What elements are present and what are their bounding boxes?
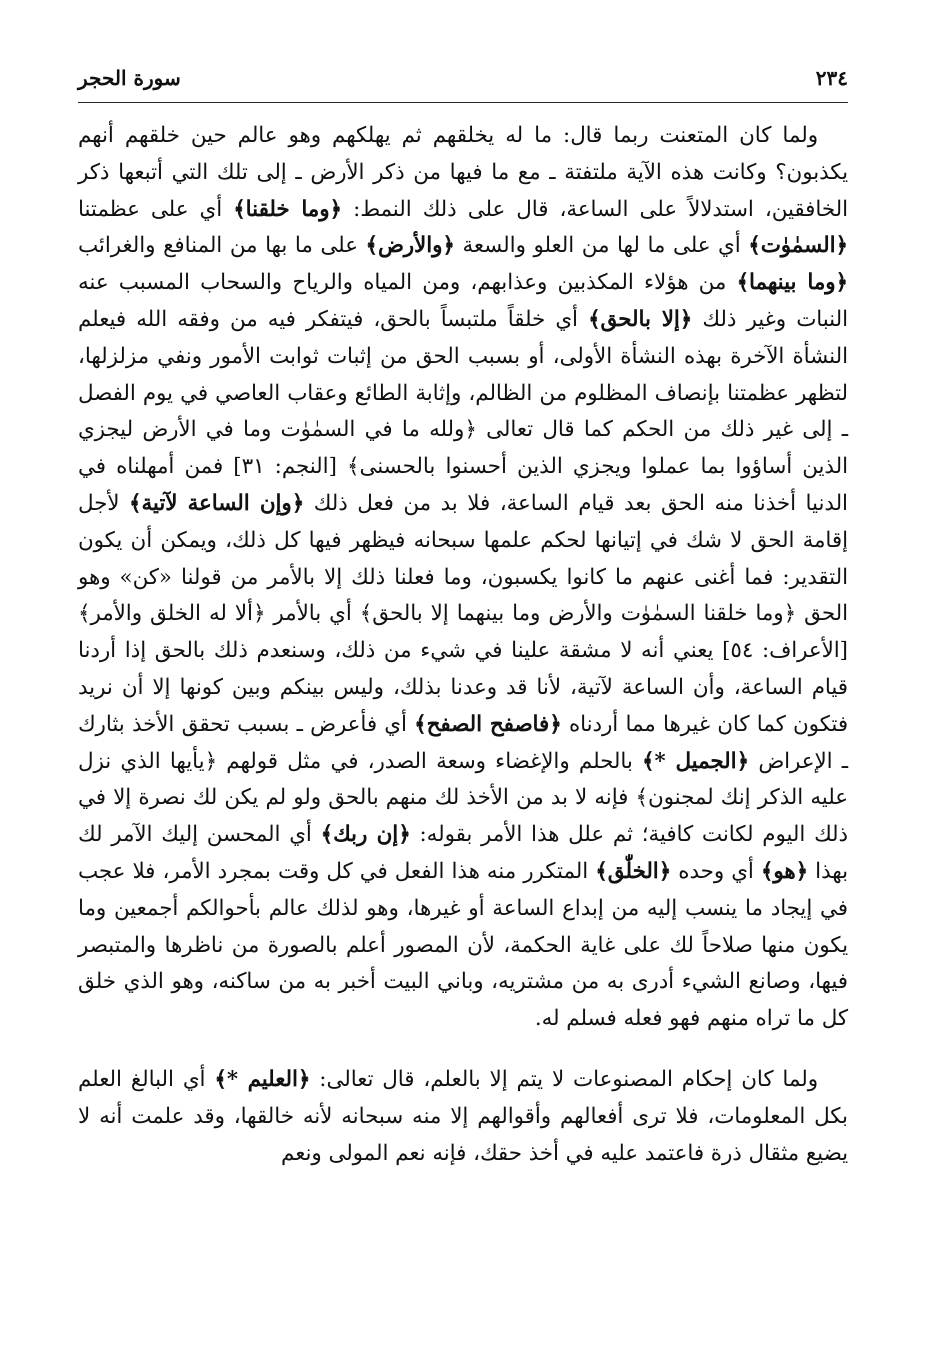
text-run: أي على ما لها من العلو والسعة — [454, 233, 749, 259]
quran-quote: ﴿فاصفح الصفح﴾ — [414, 711, 562, 737]
quran-quote: ﴿العليم *﴾ — [214, 1066, 311, 1092]
quran-quote: ﴿الجميل *﴾ — [642, 748, 750, 774]
text-run: المتكرر منه هذا الفعل في كل وقت بمجرد الأمر، فلا عجب في إيجاد ما ينسب إليه من إبداع الساعة أو غيرها، وهو لذلك عالم بأحوالكم أجمعين وما يكون منها صلاحاً لك على غاية الحكمة، لأن المصور أعلم بالصورة من ناظرها والمتبصر فيها، وصانع الشيء أدرى به من مشتريه، وباني البيت أخبر به من ساكنه، وهو الذي خلق كل ما تراه منهم فهو فعله فسلم له. — [78, 858, 848, 1032]
quran-quote: ﴿وما خلقنا﴾ — [233, 196, 342, 222]
quran-quote: ﴿هو﴾ — [760, 858, 809, 884]
page-header — [78, 60, 848, 103]
quran-quote: ﴿السمٰوٰت﴾ — [748, 233, 848, 259]
text-run: أي المحسن إليك الآمر لك بهذا — [78, 822, 849, 884]
paragraph — [78, 1062, 848, 1172]
quran-quote: ﴿إلا بالحق﴾ — [588, 306, 693, 332]
text-run: أي على عظمتنا — [78, 196, 234, 222]
text-run: على ما بها من المنافع والغرائب — [78, 233, 366, 259]
quran-quote: ﴿إن ربك﴾ — [320, 822, 411, 848]
text-run: من هؤلاء المكذبين وعذابهم، ومن المياه والرياح والسحاب المسبب عنه النبات وغير ذلك — [78, 270, 848, 332]
text-run: ولما كان إحكام المصنوعات لا يتم إلا بالعلم، قال تعالى: — [310, 1066, 818, 1092]
page-number: ٢٣٤ — [815, 66, 848, 90]
paragraph — [78, 118, 848, 1038]
quran-quote: ﴿الخلّٰق﴾ — [595, 858, 672, 884]
quran-quote: ﴿والأرض﴾ — [365, 233, 455, 259]
text-run: ولما كان المتعنت ربما قال: ما له يخلقهم ثم يهلكهم وهو عالم حين خلقهم أنهم يكذبون؟ وكانت هذه الآية ملتفتة ـ مع ما فيها من ذكر الأرض ـ إلى تلك التي أتبعها ذكر الخافقين، استدلالاً على الساعة، قال على ذلك النمط: — [78, 123, 848, 222]
quran-quote: ﴿وإن الساعة لآتية﴾ — [129, 490, 305, 516]
text-run: بالحلم والإغضاء وسعة الصدر، في مثل قولهم ﴿يأيها الذي نزل عليه الذكر إنك لمجنون﴾ فإنه لا بد من الأخذ لك منهم بالحق ولو لم يكن لك نصرة إلا في ذلك اليوم لكانت كافية؛ ثم علل هذا الأمر بقوله: — [78, 748, 848, 848]
text-run: أي فأعرض ـ بسبب تحقق الأخذ بثارك ـ الإعراض — [78, 711, 849, 774]
surah-title: سورة الحجر — [78, 66, 181, 90]
quran-quote: ﴿وما بينهما﴾ — [736, 270, 848, 296]
text-run: أي وحده — [671, 858, 761, 884]
text-run: لأجل إقامة الحق لا شك في إتيانها لحكم علمها سبحانه فيظهر فيها كل ذلك، ويمكن أن يكون التقدير: فما أغنى عنهم ما كانوا يكسبون، وما فعلنا ذلك إلا بالأمر من قولنا «كن» وهو الحق ﴿وما خلقنا السمٰوٰت والأرض وما بينهما إلا بالحق﴾ أي بالأمر ﴿ألا له الخلق والأمر﴾ [الأعراف: ٥٤] يعني أنه لا مشقة علينا في شيء من ذلك، وسنعدم ذلك بالحق إذا أردنا قيام الساعة، وأن الساعة لآتية، لأنا قد وعدنا بذلك، وليس بينكم وبين كونها إلا أن نريد فتكون كما كان غيرها مما أردناه — [78, 490, 849, 737]
text-run: أي البالغ العلم بكل المعلومات، فلا ترى أفعالهم وأقوالهم إلا منه سبحانه لأنه خالقها، وقد علمت أنه لا يضيع مثقال ذرة فاعتمد عليه في أخذ حقك، فإنه نعم المولى ونعم — [78, 1066, 848, 1166]
page-body — [78, 118, 848, 1172]
text-run: أي خلقاً ملتبساً بالحق، فيتفكر فيه من وفقه الله فيعلم النشأة الآخرة بهذه النشأة الأولى، أو بسبب الحق من إثبات ثوابت الأمور ونفي مزلزلها، لتظهر عظمتنا بإنصاف المظلوم من الظالم، وإثابة الطائع وعقاب العاصي في يوم الفصل ـ إلى غير ذلك من الحكم كما قال تعالى ﴿ولله ما في السمٰوٰت وما في الأرض ليجزي الذين أساؤوا بما عملوا ويجزي الذين أحسنوا بالحسنى﴾ [النجم: ٣١] فمن أمهلناه في الدنيا أخذنا منه الحق بعد قيام الساعة، فلا بد من فعل ذلك — [78, 306, 848, 516]
